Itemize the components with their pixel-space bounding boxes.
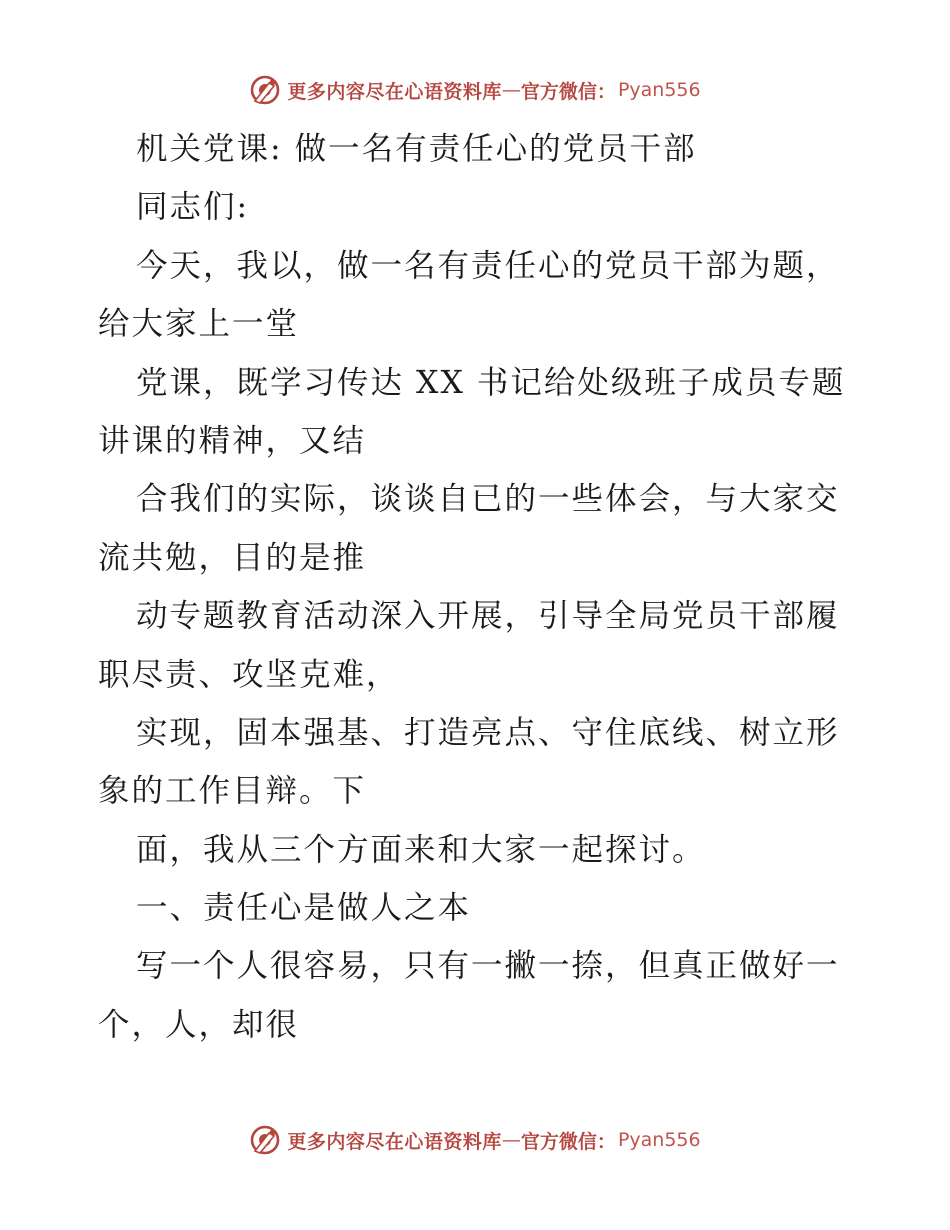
banner-wechat-label: 官方微信： bbox=[520, 80, 616, 103]
paragraph-line: 给大家上一堂 bbox=[98, 306, 300, 343]
paragraph-line: 动专题教育活动深入开展，引导全局党员干部履 bbox=[136, 598, 840, 635]
section-heading: 一、责任心是做人之本 bbox=[136, 890, 472, 927]
pen-logo-icon bbox=[249, 74, 281, 106]
header-banner bbox=[0, 70, 950, 110]
paragraph-line: 职尽责、攻坚克难， bbox=[98, 656, 400, 693]
document-title: 机关党课: 做一名有责任心的党员干部 bbox=[136, 131, 697, 167]
paragraph-line: 今天，我以，做一名有责任心的党员干部为题， bbox=[136, 247, 840, 284]
paragraph-line: 个，人，却很 bbox=[98, 1006, 300, 1043]
document-body bbox=[98, 120, 858, 1054]
paragraph-line: 实现，固本强基、打造亮点、守住底线、树立形 bbox=[136, 714, 840, 751]
banner-separator: — bbox=[501, 1129, 521, 1151]
paragraph-line: 讲课的精神，又结 bbox=[98, 422, 367, 459]
paragraph-line: 面，我从三个方面来和大家一起探讨。 bbox=[136, 831, 706, 868]
footer-banner bbox=[0, 1120, 950, 1160]
banner-brand-text: 更多内容尽在心语资料库 bbox=[287, 1130, 502, 1153]
paragraph-line: 写一个人很容易，只有一撇一捺，但真正做好一 bbox=[136, 948, 840, 985]
paragraph-line: 象的工作目辩。下 bbox=[98, 773, 367, 810]
paragraph-line: 合我们的实际，谈谈自已的一些体会，与大家交 bbox=[136, 481, 840, 518]
banner-wechat-id: Pyan556 bbox=[617, 1129, 701, 1151]
banner-wechat-id: Pyan556 bbox=[617, 79, 701, 101]
banner-wechat-label: 官方微信： bbox=[520, 1130, 616, 1153]
banner-brand-text: 更多内容尽在心语资料库 bbox=[287, 80, 502, 103]
paragraph-line: 党课，既学习传达 XX 书记给处级班子成员专题 bbox=[136, 364, 846, 401]
pen-logo-icon bbox=[249, 1124, 281, 1156]
banner-separator: — bbox=[501, 79, 521, 101]
paragraph-line: 流共勉，目的是推 bbox=[98, 539, 367, 576]
salutation: 同志们: bbox=[136, 189, 250, 226]
